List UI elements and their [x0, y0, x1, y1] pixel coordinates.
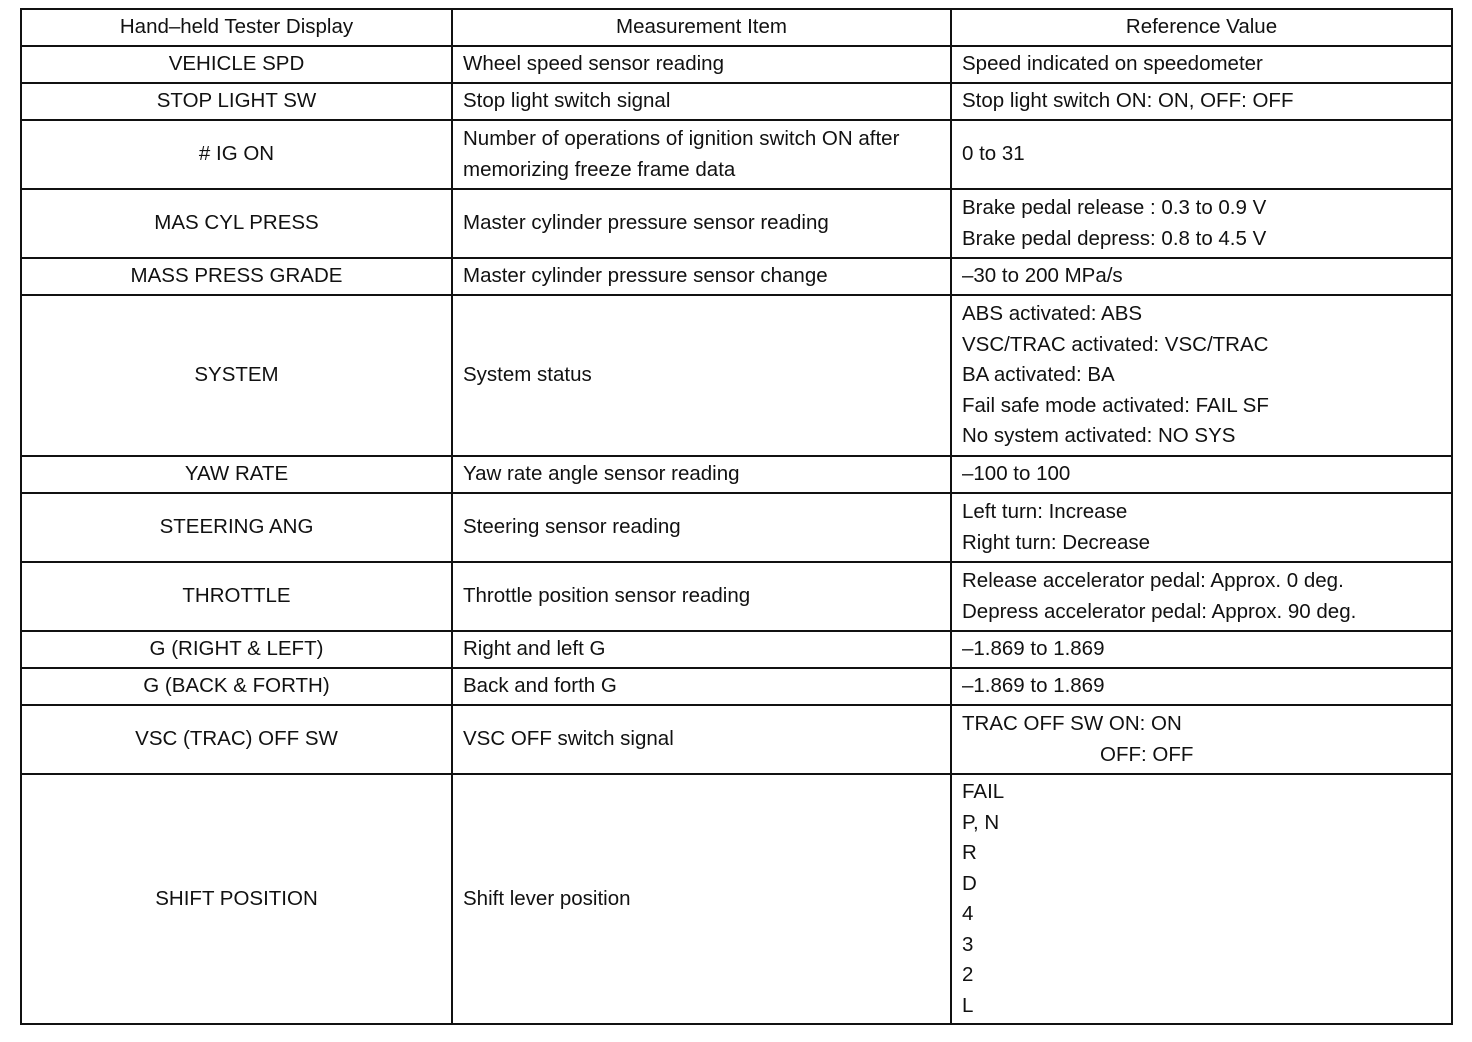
measurement-cell: Master cylinder pressure sensor reading — [452, 189, 951, 258]
reference-cell — [951, 258, 1452, 295]
reference-cell — [951, 705, 1452, 774]
reference-cell — [951, 631, 1452, 668]
display-cell: THROTTLE — [21, 562, 452, 631]
reference-line: Speed indicated on speedometer — [962, 52, 1263, 76]
reference-line: Depress accelerator pedal: Approx. 90 deg. — [962, 599, 1357, 623]
reference-line: 2 — [962, 963, 974, 986]
measurement-cell: Steering sensor reading — [452, 493, 951, 562]
display-cell: SYSTEM — [21, 295, 452, 456]
display-cell: SHIFT POSITION — [21, 774, 452, 1024]
measurement-cell: System status — [452, 295, 951, 456]
reference-line: Release accelerator pedal: Approx. 0 deg. — [962, 569, 1344, 592]
measurement-cell: Stop light switch signal — [452, 83, 951, 120]
reference-line: D — [962, 871, 977, 895]
reference-cell — [951, 562, 1452, 631]
reference-cell — [951, 456, 1452, 493]
reference-line: P, N — [962, 810, 1000, 834]
table-row — [21, 258, 1452, 295]
measurement-cell: Back and forth G — [452, 668, 951, 705]
reference-cell — [951, 668, 1452, 705]
reference-cell — [951, 46, 1452, 83]
reference-line: VSC/TRAC activated: VSC/TRAC — [962, 332, 1269, 356]
reference-cell — [951, 774, 1452, 1024]
table-body — [21, 46, 1452, 1024]
table-row — [21, 120, 1452, 189]
reference-line: FAIL — [962, 780, 1005, 803]
measurement-cell: Right and left G — [452, 631, 951, 668]
measurement-cell: Shift lever position — [452, 774, 951, 1024]
header-measurement: Measurement Item — [452, 9, 951, 46]
reference-line: No system activated: NO SYS — [962, 424, 1236, 448]
display-cell: MAS CYL PRESS — [21, 189, 452, 258]
header-display: Hand–held Tester Display — [21, 9, 452, 46]
display-cell: MASS PRESS GRADE — [21, 258, 452, 295]
reference-line: –100 to 100 — [962, 462, 1071, 486]
data-list-table — [20, 8, 1453, 1025]
reference-line: ABS activated: ABS — [962, 302, 1143, 326]
reference-cell — [951, 83, 1452, 120]
reference-line: 0 to 31 — [962, 142, 1025, 166]
reference-cell — [951, 120, 1452, 189]
table-row — [21, 456, 1452, 493]
reference-line: –1.869 to 1.869 — [962, 674, 1105, 698]
display-cell: G (BACK & FORTH) — [21, 668, 452, 705]
reference-line: OFF: OFF — [1100, 742, 1194, 766]
table-row — [21, 562, 1452, 631]
reference-cell — [951, 493, 1452, 562]
reference-line: L — [962, 993, 974, 1017]
reference-line: –30 to 200 MPa/s — [962, 264, 1123, 288]
table-row — [21, 189, 1452, 258]
measurement-cell: Yaw rate angle sensor reading — [452, 456, 951, 493]
table-row — [21, 668, 1452, 705]
display-cell: YAW RATE — [21, 456, 452, 493]
reference-line: Left turn: Increase — [962, 500, 1128, 523]
display-cell: G (RIGHT & LEFT) — [21, 631, 452, 668]
table-row — [21, 46, 1452, 83]
table-row — [21, 631, 1452, 668]
reference-line: Right turn: Decrease — [962, 530, 1151, 554]
reference-line: Stop light switch ON: ON, OFF: OFF — [962, 89, 1294, 113]
reference-line: 3 — [962, 932, 974, 956]
reference-line: Brake pedal depress: 0.8 to 4.5 V — [962, 226, 1267, 250]
table-row — [21, 295, 1452, 456]
table-row — [21, 493, 1452, 562]
reference-line: Brake pedal release : 0.3 to 0.9 V — [962, 196, 1267, 219]
measurement-cell: Master cylinder pressure sensor change — [452, 258, 951, 295]
reference-line: TRAC OFF SW ON: ON — [962, 712, 1182, 735]
display-cell: VEHICLE SPD — [21, 46, 452, 83]
reference-line: R — [962, 841, 977, 864]
reference-cell — [951, 295, 1452, 456]
measurement-cell: Throttle position sensor reading — [452, 562, 951, 631]
measurement-cell: VSC OFF switch signal — [452, 705, 951, 774]
table-row — [21, 83, 1452, 120]
table-row — [21, 705, 1452, 774]
reference-line: Fail safe mode activated: FAIL SF — [962, 393, 1269, 417]
reference-line: –1.869 to 1.869 — [962, 637, 1105, 661]
reference-line: 4 — [962, 902, 974, 925]
table-row — [21, 774, 1452, 1024]
reference-line: BA activated: BA — [962, 363, 1115, 387]
display-cell: STEERING ANG — [21, 493, 452, 562]
table-header — [21, 9, 1452, 46]
measurement-cell: Number of operations of ignition switch ON after memorizing freeze frame data — [452, 120, 951, 189]
display-cell: # IG ON — [21, 120, 452, 189]
measurement-cell: Wheel speed sensor reading — [452, 46, 951, 83]
reference-cell — [951, 189, 1452, 258]
display-cell: VSC (TRAC) OFF SW — [21, 705, 452, 774]
header-reference: Reference Value — [951, 9, 1452, 46]
display-cell: STOP LIGHT SW — [21, 83, 452, 120]
header-row — [21, 9, 1452, 46]
